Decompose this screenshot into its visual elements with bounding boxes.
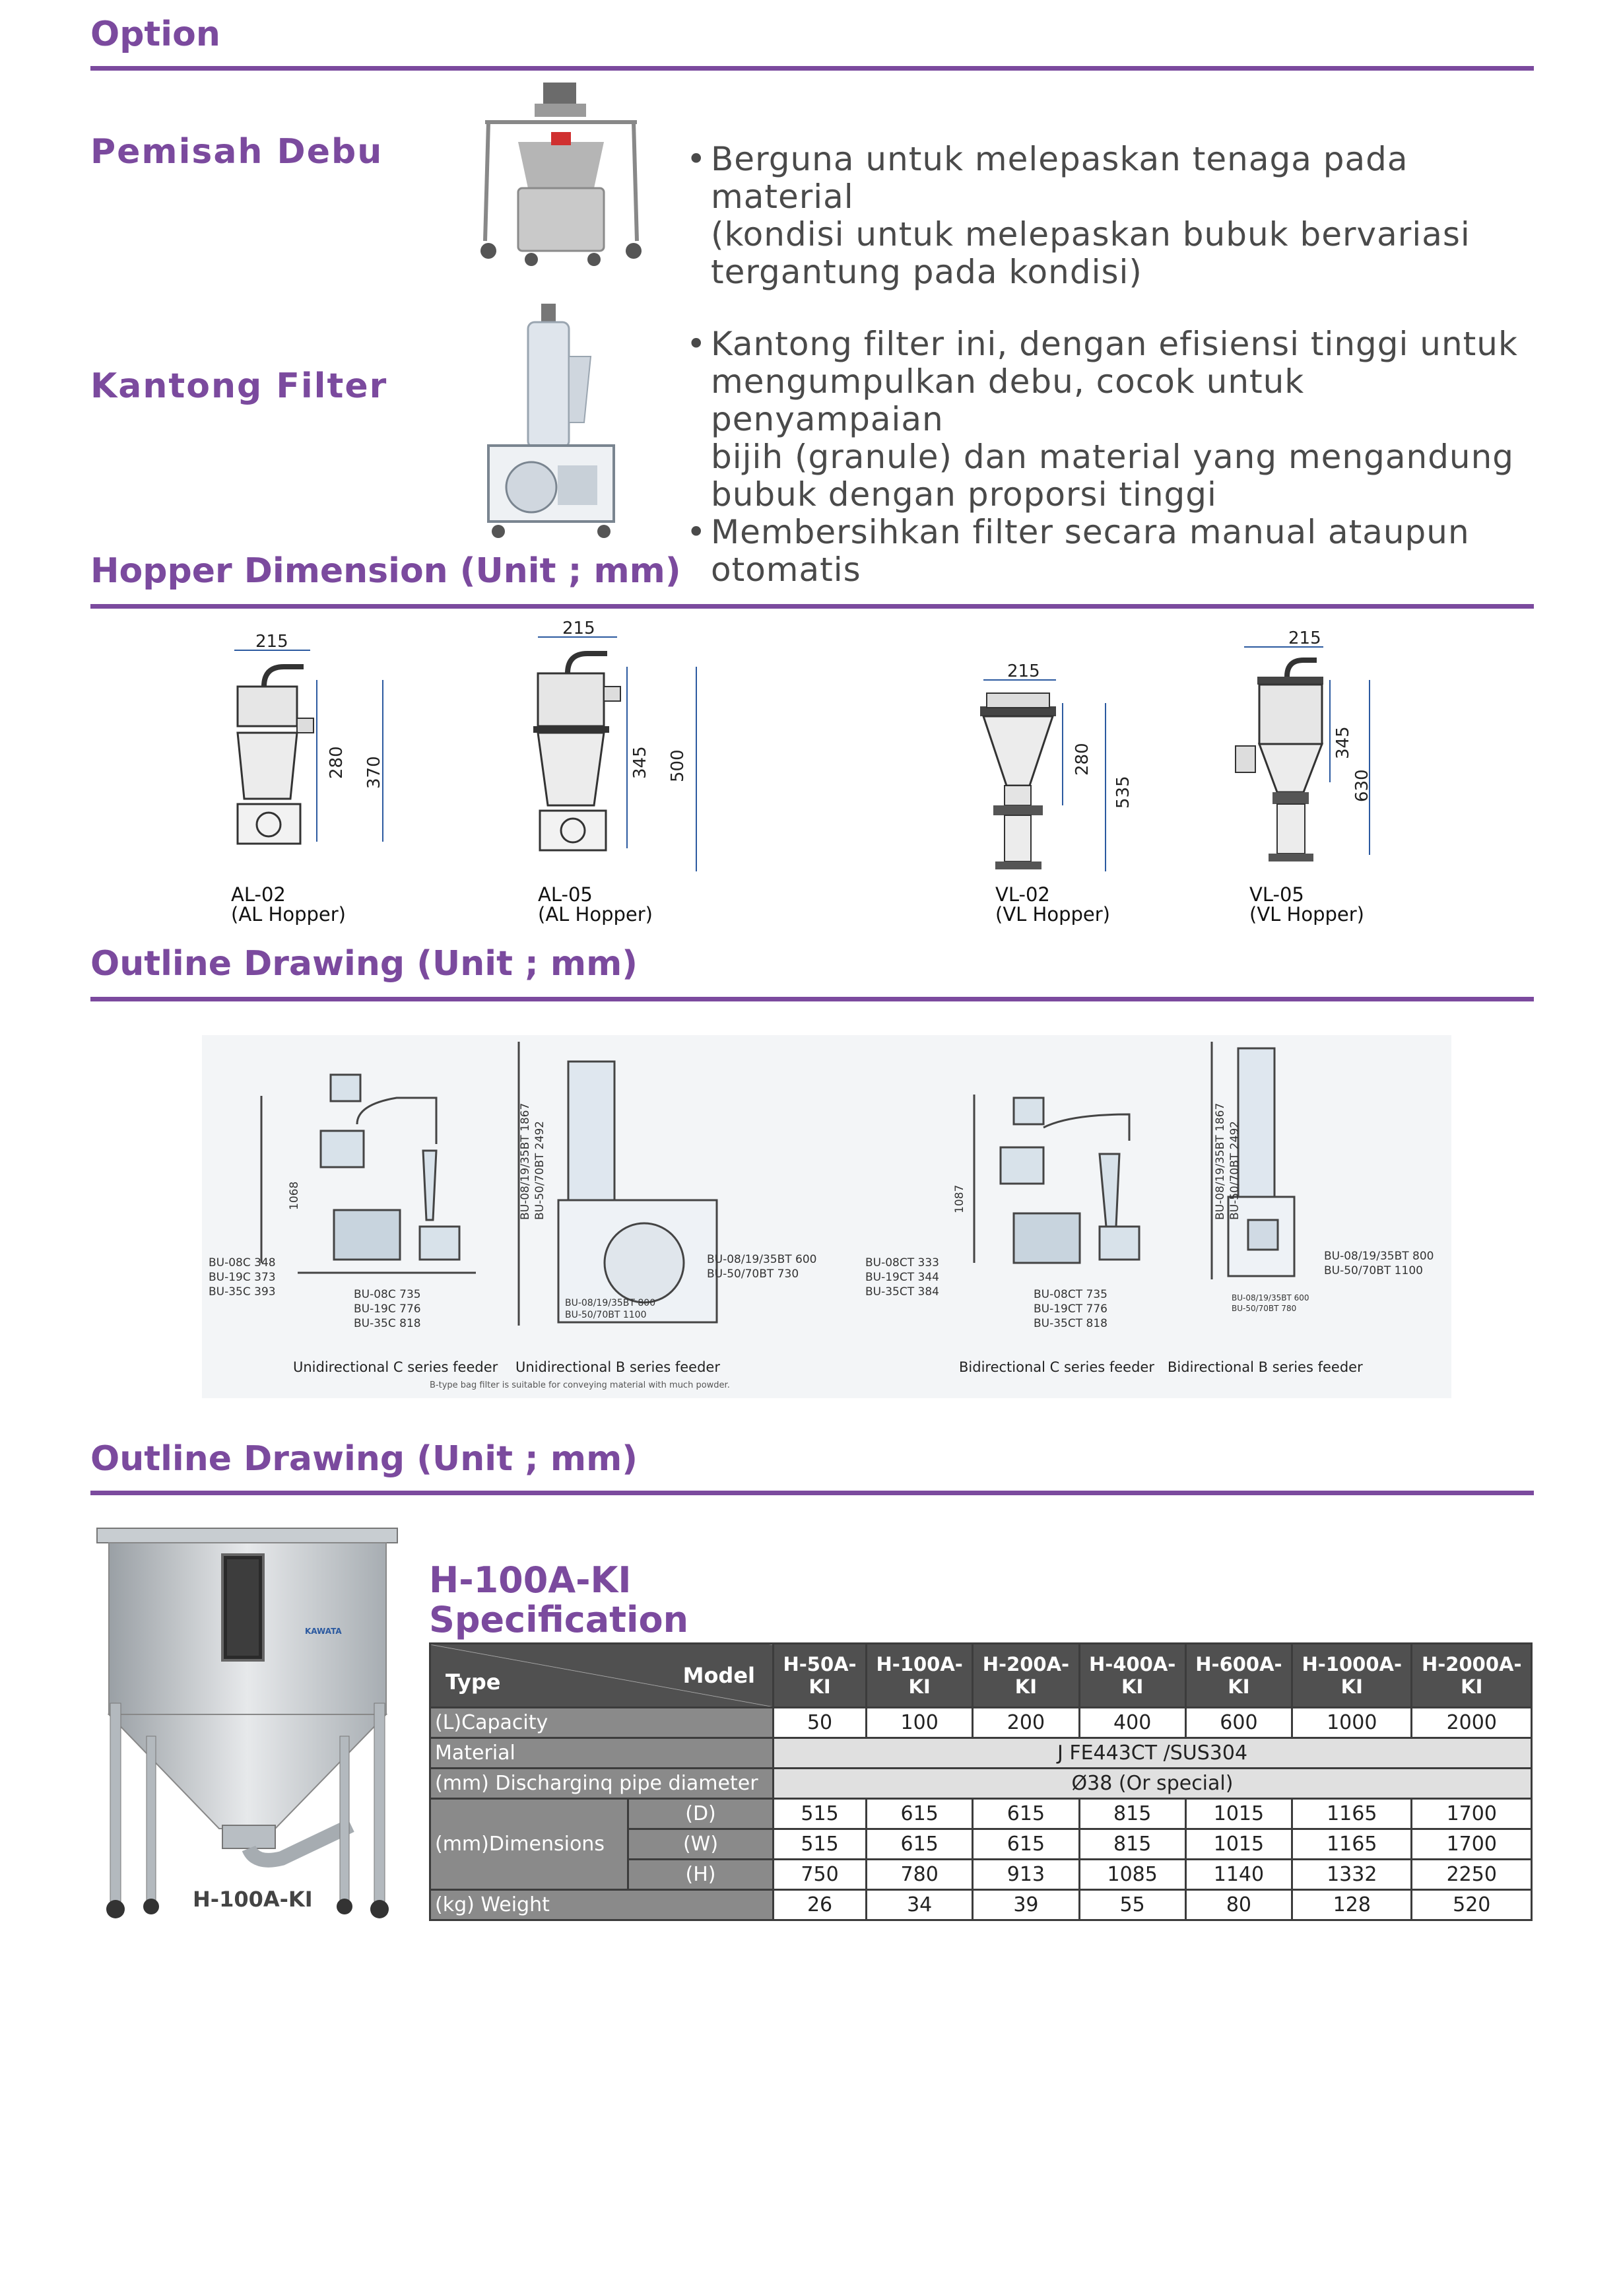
table-cell: 615 (973, 1799, 1079, 1829)
table-cell: 515 (774, 1829, 867, 1860)
table-cell: 128 (1292, 1890, 1412, 1920)
table-cell: 1332 (1292, 1860, 1412, 1890)
table-row (430, 1890, 1532, 1920)
row-label: (mm) Discharginq pipe diameter (430, 1769, 774, 1799)
section-title-hopper-dimension: Hopper Dimension (Unit ; mm) (90, 551, 681, 591)
hopper-type: (AL Hopper) (538, 903, 653, 926)
hopper-type: (VL Hopper) (1249, 903, 1364, 926)
hopper-dim-label: 630 (1352, 769, 1372, 802)
table-cell: 34 (867, 1890, 973, 1920)
model-column-header: H-600A-KI (1185, 1644, 1292, 1708)
outline-dim-label: BU-19C 373 (209, 1271, 276, 1284)
option-name-kantong-filter: Kantong Filter (90, 366, 388, 406)
section-title-outline-drawing-2: Outline Drawing (Unit ; mm) (90, 1439, 638, 1479)
model-column-header: H-400A-KI (1079, 1644, 1185, 1708)
outline-drawing-panel (202, 1035, 1451, 1398)
hopper-dim-label: 280 (1073, 743, 1092, 776)
outline-dim-label: BU-08CT 735 (1034, 1288, 1107, 1301)
table-cell: 780 (867, 1860, 973, 1890)
row-sublabel: (H) (628, 1860, 774, 1890)
table-cell: 39 (973, 1890, 1079, 1920)
table-cell: 815 (1079, 1829, 1185, 1860)
row-sublabel: (D) (628, 1799, 774, 1829)
hopper-machine-illustration (90, 1525, 403, 1924)
option-bullets-kantong-filter (686, 325, 1538, 589)
hopper-drawing-vl-02 (970, 654, 1135, 885)
hopper-model: AL-02 (231, 883, 286, 906)
section-title-outline-drawing: Outline Drawing (Unit ; mm) (90, 944, 638, 984)
row-label: Material (430, 1738, 774, 1769)
table-cell: 1015 (1185, 1829, 1292, 1860)
table-header-row (430, 1644, 1532, 1708)
brand-logo-text: KAWATA (305, 1627, 342, 1636)
bullet-line: bubuk dengan proporsi tinggi (711, 475, 1217, 514)
outline-caption: Unidirectional C series feeder (293, 1359, 498, 1375)
table-cell: 2000 (1412, 1708, 1532, 1738)
table-cell: 913 (973, 1860, 1079, 1890)
outline-dim-label: BU-19CT 776 (1034, 1302, 1107, 1316)
table-cell: 750 (774, 1860, 867, 1890)
table-cell: 1700 (1412, 1799, 1532, 1829)
outline-caption: Bidirectional B series feeder (1168, 1359, 1363, 1375)
bullet-line: otomatis (711, 551, 861, 589)
hopper-dim-label: 535 (1113, 776, 1133, 809)
bullet-line: bijih (granule) dan material yang mengandung (711, 438, 1515, 476)
hopper-dim-label: 500 (668, 749, 688, 782)
table-cell: 50 (774, 1708, 867, 1738)
section-rule (90, 1491, 1534, 1495)
hopper-drawing-al-05 (528, 621, 713, 885)
outline-dim-label: BU-08C 348 (209, 1256, 276, 1269)
hopper-machine-photo (90, 1525, 403, 1924)
bullet-item (686, 514, 1538, 589)
dust-separator-photo (472, 83, 650, 274)
table-cell: 1165 (1292, 1799, 1412, 1829)
hopper-type: (AL Hopper) (231, 903, 346, 926)
model-column-header: H-2000A-KI (1412, 1644, 1532, 1708)
hopper-label-vl-02 (995, 885, 1110, 924)
table-cell: 1000 (1292, 1708, 1412, 1738)
outline-dim-label: 1087 (953, 1184, 966, 1213)
bullet-line: mengumpulkan debu, cocok untuk penyampaian (711, 362, 1305, 438)
outline-dim-label: BU-19CT 344 (865, 1271, 939, 1284)
section-rule (90, 66, 1534, 71)
model-column-header: H-100A-KI (867, 1644, 973, 1708)
hopper-width-label: 215 (1288, 628, 1321, 648)
outline-dim-label: BU-08CT 333 (865, 1256, 939, 1269)
table-row (430, 1769, 1532, 1799)
table-cell: 600 (1185, 1708, 1292, 1738)
hopper-dim-label: 280 (327, 746, 347, 779)
model-column-header: H-200A-KI (973, 1644, 1079, 1708)
bullet-line: Berguna untuk melepaskan tenaga pada material (711, 140, 1408, 216)
table-cell: 815 (1079, 1799, 1185, 1829)
option-name-pemisah-debu: Pemisah Debu (90, 132, 383, 172)
bullet-line: Kantong filter ini, dengan efisiensi tinggi untuk (711, 325, 1518, 363)
table-cell: 615 (867, 1829, 973, 1860)
bullet-line: (kondisi untuk melepaskan bubuk bervariasi (711, 215, 1470, 253)
table-cell: 80 (1185, 1890, 1292, 1920)
outline-dim-label: BU-50/70BT 780 (1232, 1304, 1297, 1313)
table-cell: 520 (1412, 1890, 1532, 1920)
outline-dim-label: BU-50/70BT 730 (707, 1267, 799, 1281)
table-row (430, 1738, 1532, 1769)
row-label: (mm)Dimensions (430, 1799, 628, 1890)
outline-dim-label: BU-50/70BT 1100 (565, 1310, 647, 1320)
outline-caption: Bidirectional C series feeder (959, 1359, 1154, 1375)
outline-dim-label: BU-08/19/35BT 1867 (1214, 1102, 1227, 1220)
table-cell: 26 (774, 1890, 867, 1920)
hopper-drawing-al-02 (224, 634, 396, 885)
hopper-type: (VL Hopper) (995, 903, 1110, 926)
table-row (430, 1799, 1532, 1829)
outline-dim-label: BU-35C 393 (209, 1285, 276, 1299)
table-cell: 200 (973, 1708, 1079, 1738)
table-cell: 1015 (1185, 1799, 1292, 1829)
table-cell: 1085 (1079, 1860, 1185, 1890)
outline-dim-label: BU-50/70BT 2492 (533, 1121, 546, 1220)
bullet-dot: • (686, 325, 707, 363)
row-sublabel: (W) (628, 1829, 774, 1860)
bullet-dot: • (686, 513, 707, 551)
type-model-header (430, 1644, 774, 1708)
table-row (430, 1708, 1532, 1738)
hopper-label-al-05 (538, 885, 653, 924)
outline-dim-label: BU-08/19/35BT 600 (707, 1253, 817, 1266)
table-cell: 100 (867, 1708, 973, 1738)
outline-dim-label: BU-50/70BT 2492 (1228, 1121, 1241, 1220)
outline-dim-label: BU-08/19/35BT 600 (1232, 1293, 1309, 1302)
outline-note: B-type bag filter is suitable for conveying material with much powder. (430, 1380, 730, 1390)
specification-table (429, 1642, 1533, 1921)
hopper-width-label: 215 (562, 621, 595, 638)
hopper-model: AL-05 (538, 883, 593, 906)
type-header: Type (446, 1670, 501, 1695)
machine-model-label: H-100A-KI (193, 1887, 313, 1912)
table-cell: J FE443CT /SUS304 (774, 1738, 1532, 1769)
table-cell: Ø38 (Or special) (774, 1769, 1532, 1799)
hopper-dim-label: 345 (630, 746, 650, 779)
hopper-model: VL-02 (995, 883, 1050, 906)
spec-title: Specification (429, 1599, 689, 1640)
section-rule (90, 997, 1534, 1001)
hopper-label-al-02 (231, 885, 346, 924)
hopper-label-vl-05 (1249, 885, 1364, 924)
hopper-drawing-vl-05 (1228, 627, 1399, 885)
bullet-dot: • (686, 140, 707, 178)
table-cell: 2250 (1412, 1860, 1532, 1890)
hopper-model: VL-05 (1249, 883, 1304, 906)
bullet-line: tergantung pada kondisi) (711, 253, 1142, 291)
bag-filter-photo (485, 304, 617, 541)
outline-dim-label: BU-35CT 818 (1034, 1317, 1107, 1330)
outline-dim-label: BU-08/19/35BT 800 (1324, 1250, 1434, 1263)
table-cell: 615 (973, 1829, 1079, 1860)
table-cell: 1165 (1292, 1829, 1412, 1860)
outline-dim-label: BU-19C 776 (354, 1302, 421, 1316)
table-cell: 1700 (1412, 1829, 1532, 1860)
outline-dim-label: BU-35CT 384 (865, 1285, 939, 1299)
spec-title-model: H-100A-KI (429, 1559, 632, 1601)
outline-dim-label: BU-50/70BT 1100 (1324, 1264, 1423, 1277)
outline-dim-label: BU-35C 818 (354, 1317, 421, 1330)
hopper-dim-label: 345 (1333, 726, 1353, 759)
section-rule (90, 604, 1534, 609)
row-label: (kg) Weight (430, 1890, 774, 1920)
outline-dim-label: BU-08/19/35BT 800 (565, 1298, 656, 1308)
outline-dim-label: BU-08/19/35BT 1867 (519, 1102, 532, 1220)
outline-drawing-figure (202, 1035, 1451, 1398)
hopper-dim-label: 370 (364, 756, 384, 789)
hopper-width-label: 215 (1007, 661, 1040, 681)
hopper-width-label: 215 (255, 634, 288, 652)
bullet-item (686, 141, 1538, 291)
table-cell: 515 (774, 1799, 867, 1829)
option-bullets-pemisah-debu (686, 141, 1538, 291)
model-header: Model (682, 1663, 755, 1688)
section-title-option: Option (90, 15, 220, 54)
table-cell: 1140 (1185, 1860, 1292, 1890)
outline-dim-label: 1068 (288, 1181, 301, 1210)
bullet-item (686, 325, 1538, 514)
bullet-line: Membersihkan filter secara manual ataupun (711, 513, 1470, 551)
outline-dim-label: BU-08C 735 (354, 1288, 421, 1301)
row-label: (L)Capacity (430, 1708, 774, 1738)
table-cell: 400 (1079, 1708, 1185, 1738)
table-cell: 615 (867, 1799, 973, 1829)
table-cell: 55 (1079, 1890, 1185, 1920)
model-column-header: H-1000A-KI (1292, 1644, 1412, 1708)
outline-caption: Unidirectional B series feeder (515, 1359, 720, 1375)
model-column-header: H-50A-KI (774, 1644, 867, 1708)
